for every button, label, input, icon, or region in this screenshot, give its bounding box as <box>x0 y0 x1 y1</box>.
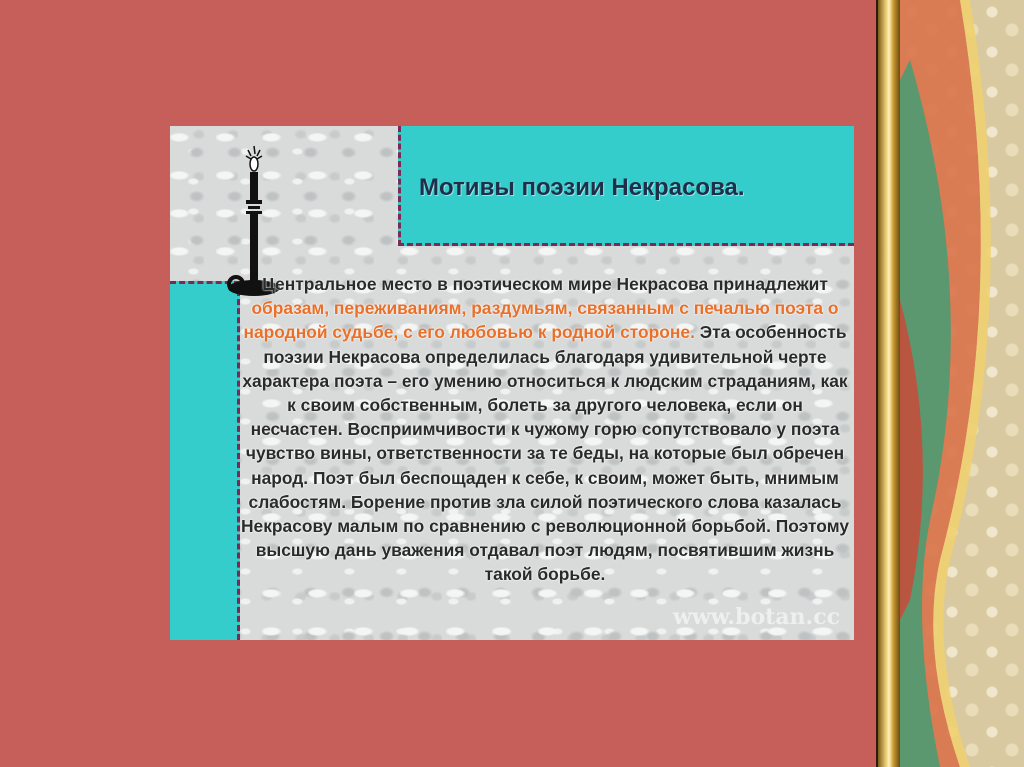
decorative-gold-band <box>878 0 900 767</box>
slide-title: Мотивы поэзии Некрасова. <box>419 174 745 201</box>
title-box <box>398 126 854 246</box>
left-accent-strip <box>170 281 240 640</box>
body-text-part1: Центральное место в поэтическом мире Некрасова принадлежит <box>262 274 828 294</box>
body-text-part2: Эта особенность поэзии Некрасова определилась благодаря удивительной черте характера поэта – его умению относиться к людским страданиям, как к своим собственным, болеть за другого человека, если он несчастен. Восприимчивости к чужому горю сопутствовало у поэта чувство вины, ответственности за те беды, на которые был обречен народ. Поэт был беспощаден к себе, к своим, может быть, мнимым слабостям. Борение против зла силой поэтического слова казалась Некрасову малым по сравнению с революционной борьбой. Поэтому высшую дань уважения отдавал поэт людям, посвятившим жизнь такой борьбе. <box>240 322 850 585</box>
body-text <box>240 272 850 587</box>
slide-image-card <box>170 126 854 640</box>
body-text-highlight: образам, переживаниям, раздумьям, связанным с печалью поэта о народной судьбе, с его любовью к родной стороне. <box>243 298 839 343</box>
watermark: www.botan.cc <box>672 604 840 630</box>
decorative-side-panel <box>900 0 1024 767</box>
ribbon-decoration <box>900 0 1024 767</box>
